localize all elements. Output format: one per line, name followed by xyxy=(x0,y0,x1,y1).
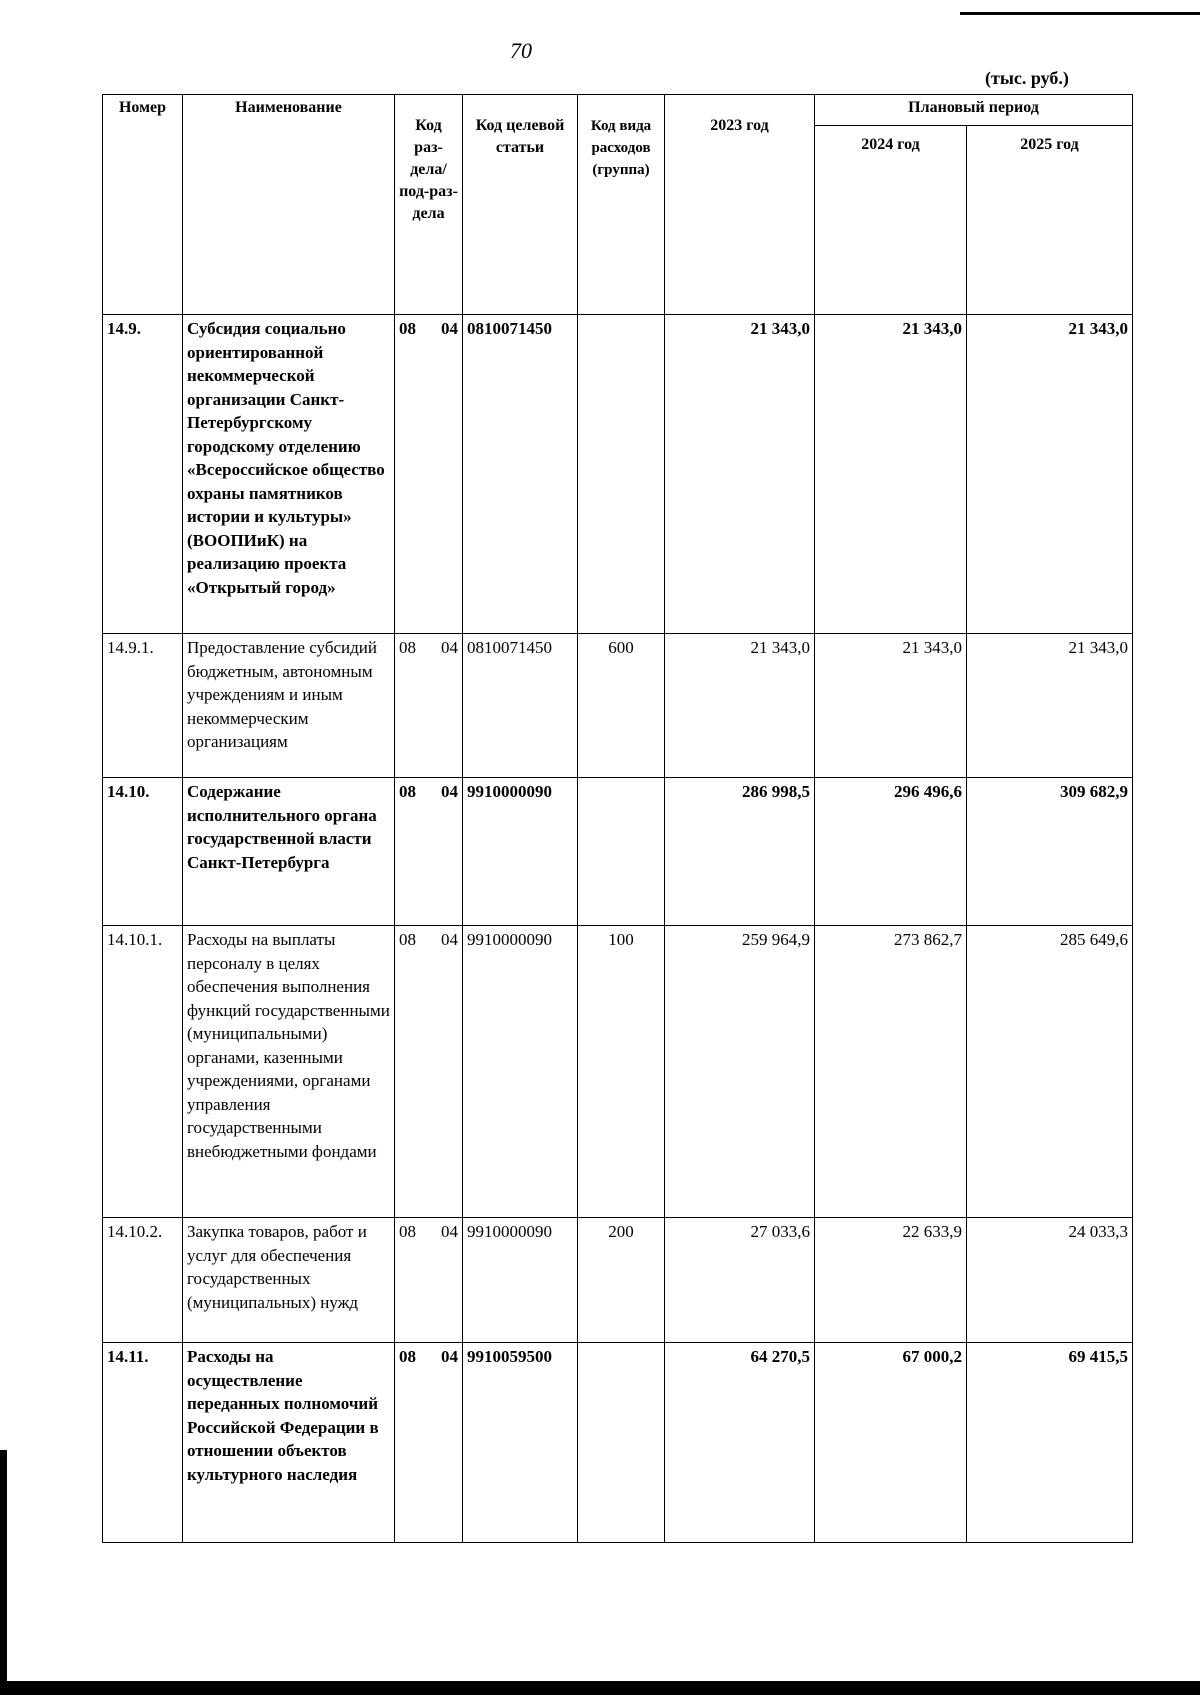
row-section-code xyxy=(395,315,463,634)
row-number: 14.11. xyxy=(103,1343,183,1543)
row-2025: 285 649,6 xyxy=(967,926,1133,1218)
row-number: 14.9. xyxy=(103,315,183,634)
row-2025: 21 343,0 xyxy=(967,634,1133,778)
table-row xyxy=(103,778,1133,926)
row-section-code xyxy=(395,778,463,926)
scan-edge-line xyxy=(960,12,1200,15)
row-2024: 296 496,6 xyxy=(815,778,967,926)
row-section: 08 xyxy=(399,782,416,801)
row-name: Предоставление субсидий бюджетным, автономным учреждениям и иным некоммерческим организациям xyxy=(183,634,395,778)
row-expense-code xyxy=(578,315,665,634)
row-number: 14.9.1. xyxy=(103,634,183,778)
row-target-code: 9910000090 xyxy=(463,778,578,926)
table-row xyxy=(103,926,1133,1218)
scan-edge-bottom xyxy=(0,1681,1200,1695)
row-2023: 64 270,5 xyxy=(665,1343,815,1543)
header-name: Наименование xyxy=(183,95,395,315)
row-target-code: 9910000090 xyxy=(463,926,578,1218)
row-number: 14.10.1. xyxy=(103,926,183,1218)
row-subsection: 04 xyxy=(441,1347,458,1366)
table-row xyxy=(103,1343,1133,1543)
units-label: (тыс. руб.) xyxy=(985,68,1069,88)
table-row xyxy=(103,315,1133,634)
scan-edge-left xyxy=(0,1450,7,1695)
row-section: 08 xyxy=(399,638,416,657)
row-2025: 69 415,5 xyxy=(967,1343,1133,1543)
row-expense-code: 200 xyxy=(578,1218,665,1343)
header-2025: 2025 год xyxy=(967,126,1133,315)
row-section: 08 xyxy=(399,1222,416,1241)
row-target-code: 9910059500 xyxy=(463,1343,578,1543)
row-2024: 67 000,2 xyxy=(815,1343,967,1543)
row-2023: 286 998,5 xyxy=(665,778,815,926)
table-row xyxy=(103,634,1133,778)
row-section-code xyxy=(395,926,463,1218)
header-planning-period: Плановый период xyxy=(815,95,1133,126)
row-subsection: 04 xyxy=(441,319,458,338)
row-section: 08 xyxy=(399,319,416,338)
row-subsection: 04 xyxy=(441,930,458,949)
budget-table xyxy=(102,94,1133,1543)
row-2023: 21 343,0 xyxy=(665,634,815,778)
row-target-code: 0810071450 xyxy=(463,634,578,778)
row-subsection: 04 xyxy=(441,638,458,657)
table-header-row xyxy=(103,95,1133,126)
row-name: Закупка товаров, работ и услуг для обеспечения государственных (муниципальных) нужд xyxy=(183,1218,395,1343)
row-2024: 21 343,0 xyxy=(815,315,967,634)
row-2025: 309 682,9 xyxy=(967,778,1133,926)
row-section: 08 xyxy=(399,1347,416,1366)
table-row xyxy=(103,1218,1133,1343)
row-2023: 27 033,6 xyxy=(665,1218,815,1343)
row-name: Субсидия социально ориентированной некоммерческой организации Санкт-Петербургскому городскому отделению «Всероссийское общество охраны памятников истории и культуры» (ВООПИиК) на реализацию проекта «Открытый город» xyxy=(183,315,395,634)
row-expense-code xyxy=(578,1343,665,1543)
row-name: Расходы на осуществление переданных полномочий Российской Федерации в отношении объектов культурного наследия xyxy=(183,1343,395,1543)
row-2024: 21 343,0 xyxy=(815,634,967,778)
row-section-code xyxy=(395,1218,463,1343)
row-target-code: 9910000090 xyxy=(463,1218,578,1343)
row-subsection: 04 xyxy=(441,1222,458,1241)
row-2023: 21 343,0 xyxy=(665,315,815,634)
row-2025: 21 343,0 xyxy=(967,315,1133,634)
row-section-code xyxy=(395,1343,463,1543)
row-target-code: 0810071450 xyxy=(463,315,578,634)
header-number: Номер xyxy=(103,95,183,315)
row-expense-code: 600 xyxy=(578,634,665,778)
row-subsection: 04 xyxy=(441,782,458,801)
row-name: Расходы на выплаты персоналу в целях обеспечения выполнения функций государственными (муниципальными) органами, казенными учреждениями, органами управления государственными внебюджетными фондами xyxy=(183,926,395,1218)
header-2023: 2023 год xyxy=(665,95,815,315)
header-section-code: Код раз-дела/ под-раз-дела xyxy=(395,95,463,315)
row-section-code xyxy=(395,634,463,778)
row-2025: 24 033,3 xyxy=(967,1218,1133,1343)
page-number: 70 xyxy=(510,38,532,63)
header-expense-code: Код вида расходов (группа) xyxy=(578,95,665,315)
header-target-code: Код целевой статьи xyxy=(463,95,578,315)
row-2023: 259 964,9 xyxy=(665,926,815,1218)
row-2024: 273 862,7 xyxy=(815,926,967,1218)
row-expense-code: 100 xyxy=(578,926,665,1218)
header-2024: 2024 год xyxy=(815,126,967,315)
row-section: 08 xyxy=(399,930,416,949)
row-2024: 22 633,9 xyxy=(815,1218,967,1343)
row-expense-code xyxy=(578,778,665,926)
row-name: Содержание исполнительного органа государственной власти Санкт-Петербурга xyxy=(183,778,395,926)
row-number: 14.10.2. xyxy=(103,1218,183,1343)
row-number: 14.10. xyxy=(103,778,183,926)
